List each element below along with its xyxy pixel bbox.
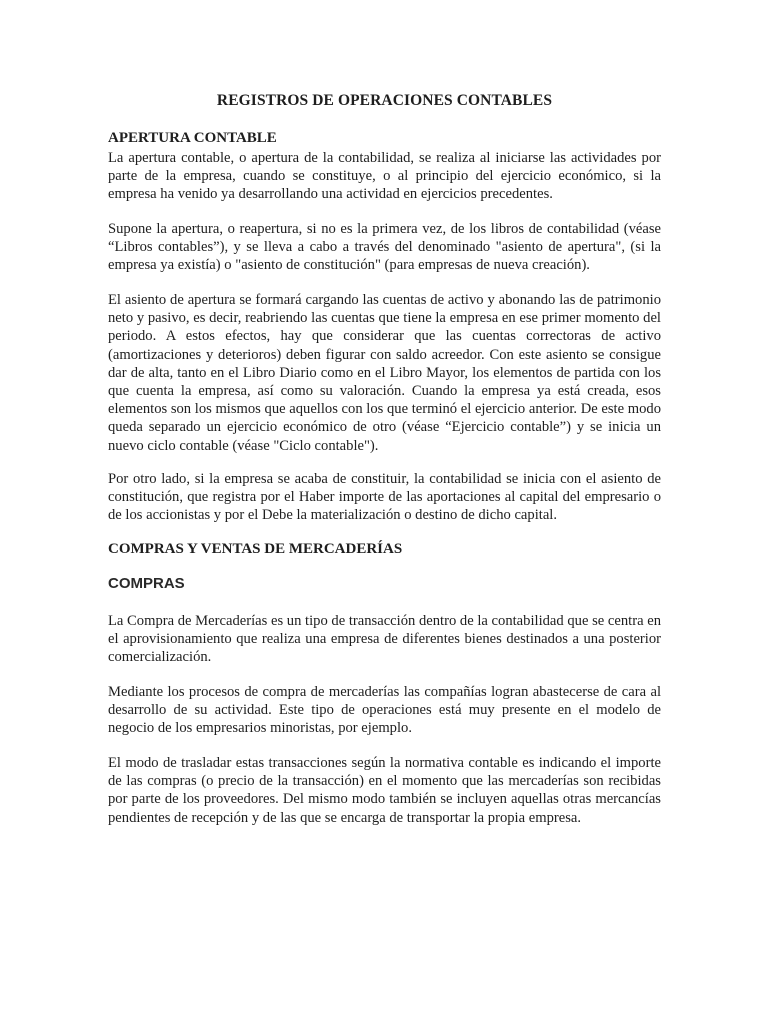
- paragraph-compras-1: La Compra de Mercaderías es un tipo de transacción dentro de la contabilidad que se centra en el aprovisionamiento que realiza una empresa de diferentes bienes destinados a una posterior comercialización.: [108, 613, 661, 666]
- paragraph-apertura-1: La apertura contable, o apertura de la contabilidad, se realiza al iniciarse las actividades por parte de la empresa, cuando se constituye, o al principio del ejercicio económico, si la empresa ha venido ya desarrollando una actividad en ejercicios precedentes.: [108, 150, 661, 203]
- paragraph-apertura-2: Supone la apertura, o reapertura, si no es la primera vez, de los libros de contabilidad (véase “Libros contables”), y se lleva a cabo a través del denominado "asiento de apertura", (si la empresa ya existía) o "asiento de constitución" (para empresas de nueva creación).: [108, 221, 661, 274]
- subheading-compras: COMPRAS: [108, 575, 185, 592]
- section-heading-apertura: APERTURA CONTABLE: [108, 130, 277, 146]
- paragraph-apertura-4: Por otro lado, si la empresa se acaba de constituir, la contabilidad se inicia con el asiento de constitución, que registra por el Haber importe de las aportaciones al capital del empresario o de los accionistas y por el Debe la materialización o destino de dicho capital.: [108, 471, 661, 524]
- section-heading-compras-ventas: COMPRAS Y VENTAS DE MERCADERÍAS: [108, 541, 403, 557]
- document-title: REGISTROS DE OPERACIONES CONTABLES: [216, 92, 553, 109]
- paragraph-compras-2: Mediante los procesos de compra de mercaderías las compañías logran abastecerse de cara al desarrollo de su actividad. Este tipo de operaciones está muy presente en el modelo de negocio de los empresarios minoristas, por ejemplo.: [108, 684, 661, 737]
- paragraph-compras-3: El modo de trasladar estas transacciones según la normativa contable es indicando el importe de las compras (o precio de la transacción) en el momento que las mercaderías son recibidas por parte de los proveedores. Del mismo modo también se incluyen aquellas otras mercancías pendientes de recepción y de las que se encarga de transportar la propia empresa.: [108, 755, 661, 826]
- paragraph-apertura-3: El asiento de apertura se formará cargando las cuentas de activo y abonando las de patrimonio neto y pasivo, es decir, reabriendo las cuentas que tiene la empresa en ese primer momento del periodo. A estos efectos, hay que considerar que las cuentas correctoras de activo (amortizaciones y deterioros) deben figurar con saldo acreedor. Con este asiento se consigue dar de alta, tanto en el Libro Diario como en el Libro Mayor, los elementos de partida con los que cuenta la empresa, así como su valoración. Cuando la empresa ya está creada, esos elementos son los mismos que aquellos con los que terminó el ejercicio anterior. De este modo queda separado un ejercicio económico de otro (véase “Ejercicio contable”) y se inicia un nuevo ciclo contable (véase "Ciclo contable").: [108, 292, 661, 454]
